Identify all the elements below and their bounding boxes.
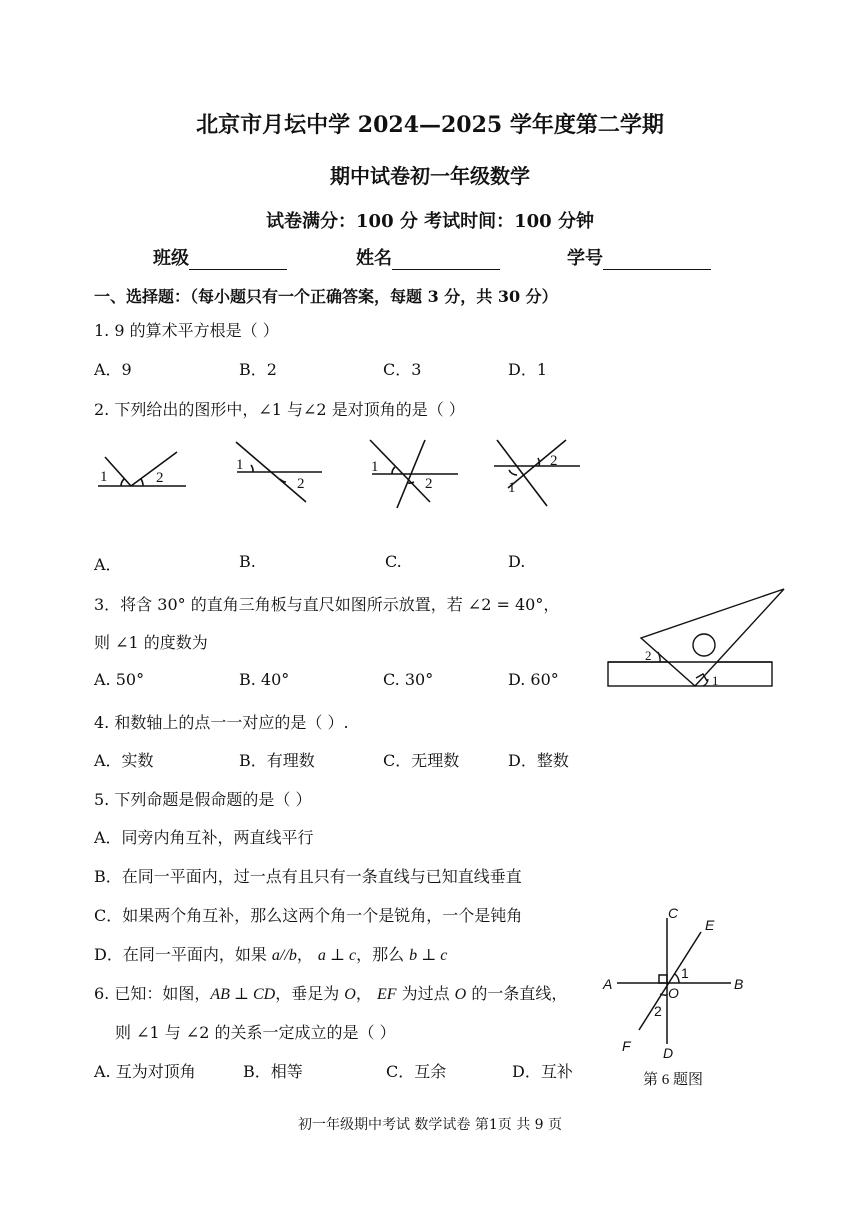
q6-stem-2: 则 ∠1 与 ∠2 的关系一定成立的是（ ）	[115, 1023, 396, 1042]
q6-option-a: A. 互为对顶角	[94, 1062, 196, 1081]
page-footer: 初一年级期中考试 数学试卷 第1页 共 9 页	[297, 1117, 563, 1133]
q3-label-1: 1	[712, 673, 719, 688]
q3-stem-2: 则 ∠1 的度数为	[94, 633, 208, 652]
q6-text-4: 为过点	[396, 984, 455, 1003]
q2b-arc-2	[280, 479, 286, 482]
q5d-text-2: ，	[296, 945, 318, 964]
label-e: E	[705, 917, 715, 933]
q4-option-a: A．实数	[94, 751, 154, 770]
q2-figures	[0, 430, 620, 510]
section-heading: 一、选择题：（每小题只有一个正确答案，每题 3 分，共 30 分）	[94, 287, 558, 306]
label-angle-1: 1	[681, 965, 689, 981]
q5d-text-1: D．在同一平面内，如果	[94, 945, 272, 964]
q6-math-o: O	[344, 986, 356, 1003]
q5-option-c: C．如果两个角互补，那么这两个角一个是锐角，一个是钝角	[94, 906, 523, 925]
q2-option-b: B.	[239, 552, 256, 571]
label-d: D	[663, 1045, 674, 1061]
name-label: 姓名	[356, 248, 392, 269]
q5d-math-2: a ⊥ c	[317, 947, 357, 964]
q2b-arc-1	[251, 465, 253, 472]
q5-stem: 5. 下列命题是假命题的是（ ）	[94, 790, 312, 809]
q5d-math-1: a//b	[271, 947, 297, 964]
q2-option-d: D.	[508, 552, 526, 571]
class-label: 班级	[153, 248, 189, 269]
q4-option-c: C．无理数	[383, 751, 460, 770]
q6-math-o2: O	[454, 986, 467, 1003]
q1-option-a: A．9	[94, 360, 132, 379]
label-angle-2: 2	[654, 1003, 662, 1019]
q6-text-5: 的一条直线，	[466, 984, 568, 1003]
q2d-label-1: 1	[508, 480, 516, 496]
q6-figure-caption: 第 6 题图	[643, 1072, 704, 1088]
q3-option-c: C. 30°	[383, 670, 434, 689]
q2-stem: 2. 下列给出的图形中，∠1 与∠2 是对顶角的是（ ）	[94, 400, 465, 419]
q2d-label-2: 2	[550, 453, 558, 469]
q6-option-b: B．相等	[243, 1062, 303, 1081]
q2-option-a: A．	[94, 555, 122, 574]
q6-math-ef: EF	[376, 986, 397, 1003]
q3-figure	[600, 582, 790, 694]
id-blank[interactable]	[603, 251, 711, 270]
q5d-text-3: ，那么	[356, 945, 410, 964]
q6-option-c: C．互余	[386, 1062, 447, 1081]
q2a-ray-left	[105, 457, 131, 486]
label-a: A	[603, 976, 613, 992]
q5d-math-3: b ⊥ c	[409, 947, 448, 964]
q3-option-a: A. 50°	[94, 670, 145, 689]
q2a-arc-2	[141, 479, 143, 486]
name-field	[356, 244, 500, 270]
q5-option-d	[94, 942, 447, 965]
exam-meta: 试卷满分：100 分 考试时间：100 分钟	[266, 211, 594, 232]
label-b: B	[734, 976, 744, 992]
q3-option-d: D. 60°	[508, 670, 559, 689]
q1-option-c: C．3	[383, 360, 422, 379]
q2c-label-2: 2	[425, 476, 433, 492]
exam-subtitle: 期中试卷初一年级数学	[330, 164, 530, 188]
line-ef	[639, 932, 701, 1030]
q5-option-b: B．在同一平面内，过一点有且只有一条直线与已知直线垂直	[94, 867, 522, 886]
q6-math-ab-cd: AB ⊥ CD	[210, 986, 276, 1003]
id-label: 学号	[567, 248, 603, 269]
q3-option-b: B. 40°	[239, 670, 290, 689]
q1-option-b: B．2	[239, 360, 277, 379]
right-angle-mark	[659, 975, 667, 983]
q4-option-b: B．有理数	[239, 751, 315, 770]
q2b-label-2: 2	[297, 476, 305, 492]
label-f: F	[622, 1038, 631, 1054]
q3-stem: 3．将含 30° 的直角三角板与直尺如图所示放置，若 ∠2 = 40°，	[94, 595, 560, 614]
exam-title: 北京市月坛中学 2024—2025 学年度第二学期	[196, 112, 664, 138]
q6-text-3: ，	[355, 984, 377, 1003]
name-blank[interactable]	[392, 251, 500, 270]
q6-option-d: D．互补	[512, 1062, 573, 1081]
label-c: C	[668, 905, 679, 921]
q2d-arc-1	[509, 470, 517, 475]
q2-option-c: C.	[385, 552, 402, 571]
label-o: O	[668, 985, 679, 1001]
q6-arc-2	[660, 994, 667, 995]
q2b-label-1: 1	[236, 457, 244, 473]
q2a-arc-1	[121, 479, 124, 486]
q6-text-2: ，垂足为	[275, 984, 345, 1003]
q3-label-2: 2	[645, 648, 652, 663]
q5-option-a: A．同旁内角互补，两直线平行	[94, 828, 314, 847]
q6-stem	[94, 981, 567, 1004]
q6-figure	[595, 898, 765, 1094]
q2a-label-2: 2	[156, 470, 164, 486]
class-blank[interactable]	[189, 251, 287, 270]
q2c-label-1: 1	[371, 459, 379, 475]
class-field	[153, 244, 287, 270]
q2a-label-1: 1	[100, 469, 108, 485]
q2c-arc-1	[392, 467, 395, 474]
id-field	[567, 244, 711, 270]
q4-stem: 4. 和数轴上的点一一对应的是（ ）.	[94, 713, 349, 732]
q1-option-d: D．1	[508, 360, 548, 379]
q2d-line-1	[497, 440, 547, 506]
q6-text-1: 6. 已知：如图，	[94, 984, 211, 1003]
q6-arc-1	[675, 974, 679, 983]
q2a-ray-right	[131, 452, 177, 486]
q4-option-d: D．整数	[508, 751, 569, 770]
q1-stem: 1. 9 的算术平方根是（ ）	[94, 321, 279, 340]
